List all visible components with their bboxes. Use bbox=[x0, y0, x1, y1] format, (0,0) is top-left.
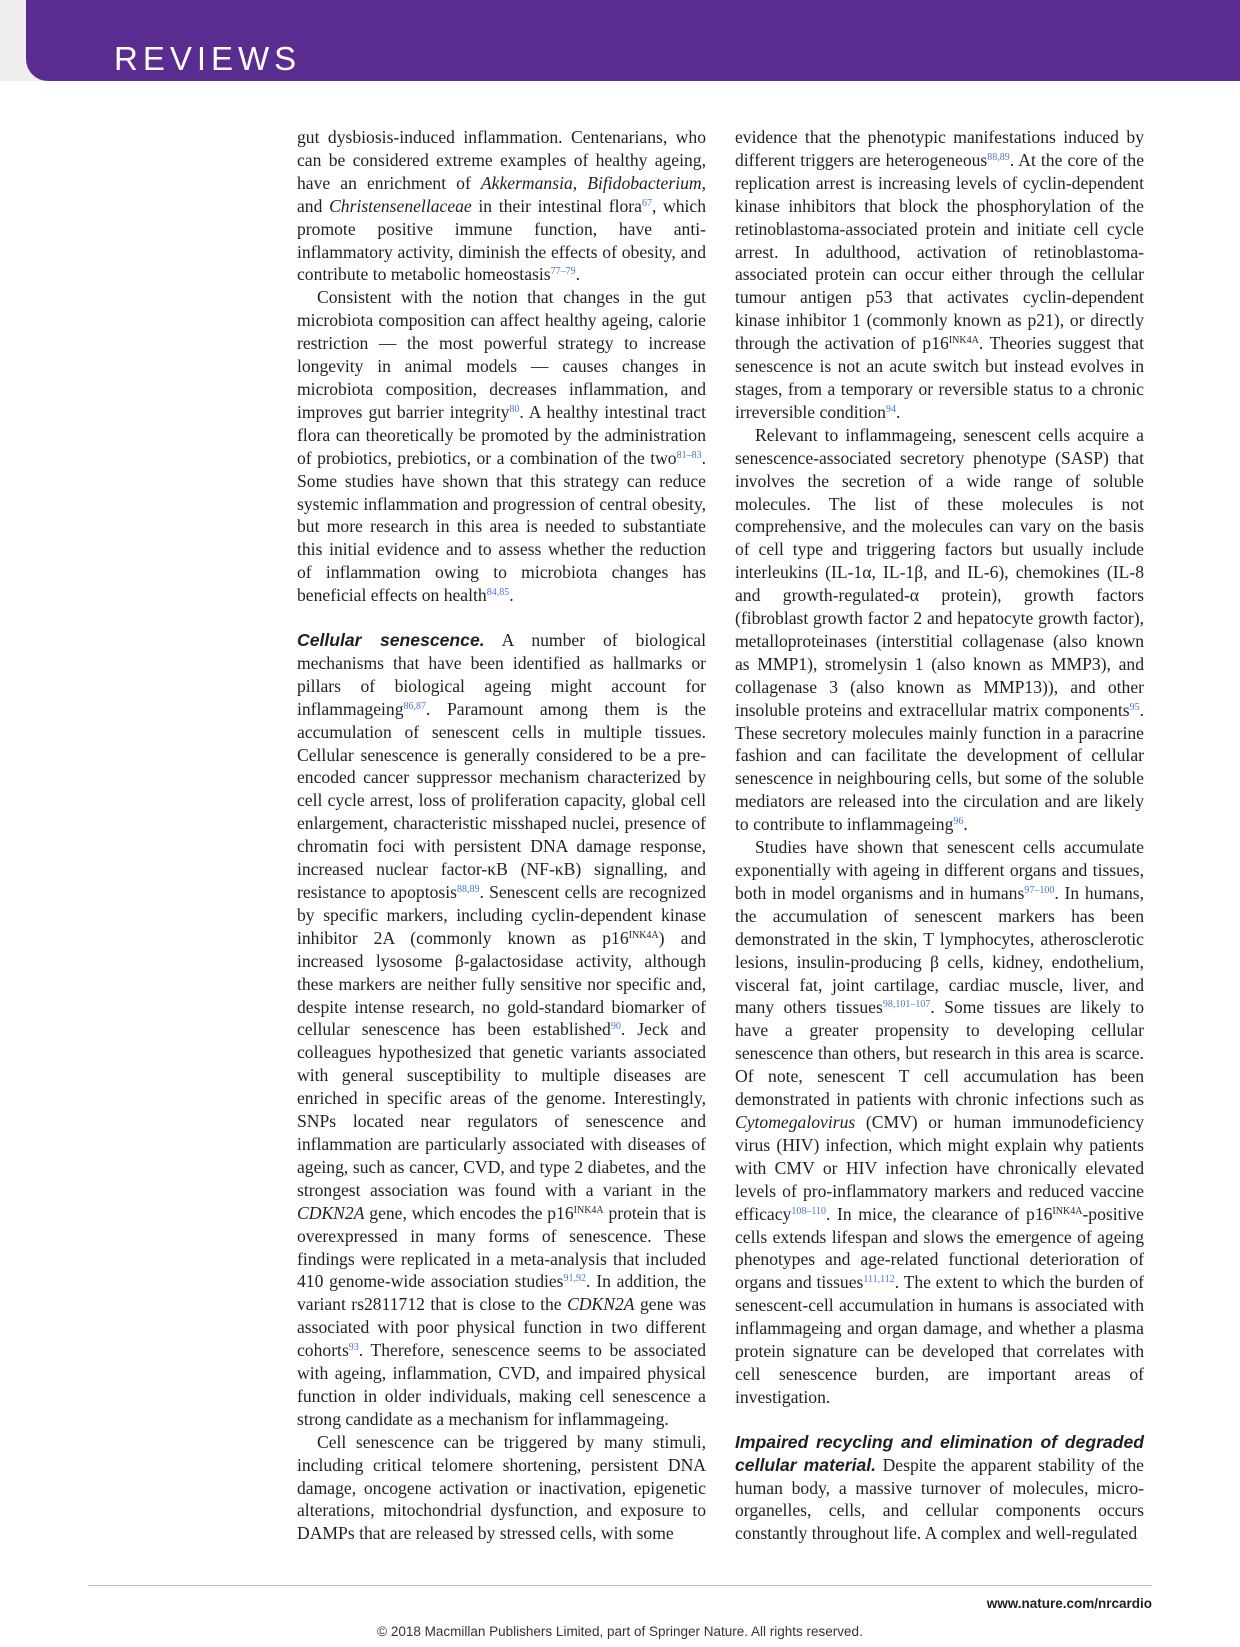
genus-name: Akkermansia bbox=[480, 172, 573, 193]
text: . Therefore, senescence seems to be associated with ageing, inflammation, CVD, and impaired physical function in older individuals, making cell senescence a strong candidate as a mechanism for inflammageing. bbox=[297, 1340, 706, 1429]
reference-link[interactable]: 98,101–107 bbox=[882, 999, 931, 1011]
paragraph bbox=[297, 1431, 706, 1546]
family-name: Christensenellaceae bbox=[329, 195, 472, 216]
reference-link[interactable]: 111,112 bbox=[863, 1274, 895, 1286]
section-heading: Impaired recycling and elimination of degraded cellular material. bbox=[735, 1431, 1144, 1475]
gene-name: CDKN2A bbox=[567, 1294, 635, 1315]
section-title: REVIEWS bbox=[114, 40, 302, 77]
text: . The extent to which the burden of senescent-cell accumulation in humans is associated with inflammageing and organ damage, and whether a plasma protein signature can be developed that correlates with cell senescence burden, are important areas of investigation. bbox=[735, 1272, 1144, 1407]
reference-link[interactable]: 108–110 bbox=[791, 1205, 826, 1217]
text: . Senescent cells are recognized by specific markers, including cyclin-dependent kinase inhibitor 2A (commonly known as p16 bbox=[297, 882, 707, 948]
text: . In humans, the accumulation of senescent markers has been demonstrated in the skin, T lymphocytes, atherosclerotic lesions, insulin-producing β cells, kidney, endothelium, visceral fat, joint cartilage, cardiac muscle, liver, and many others tissues bbox=[735, 882, 1145, 1018]
text: . Some studies have shown that this strategy can reduce systemic inflammation and progression of central obesity, but more research in this area is needed to substantiate this initial evidence and to assess whether the reduction of inflammation owing to microbiota changes has beneficial effects on health bbox=[297, 447, 706, 606]
reference-link[interactable]: 91,92 bbox=[563, 1273, 587, 1285]
text: . Jeck and colleagues hypothesized that genetic variants associated with general susceptibility to multiple diseases are enriched in specific areas of the genome. Interestingly, SNPs located near regulators of senescence and inflammation are particularly associated with diseases of ageing, such as cancer, CVD, and type 2 diabetes, and the strongest association was found with a variant in the bbox=[297, 1019, 706, 1200]
paragraph bbox=[735, 1431, 1144, 1546]
text: , which promote positive immune function, have anti-inflammatory activity, diminish the effects of obesity, and contribute to metabolic homeostasis bbox=[297, 195, 707, 285]
text: . In addition, the variant rs2811712 that is close to the bbox=[297, 1271, 706, 1315]
virus-name: Cytomegalovirus bbox=[735, 1111, 856, 1132]
reference-link[interactable]: 81–83 bbox=[676, 449, 702, 461]
text: , bbox=[572, 172, 588, 193]
text: A number of biological mechanisms that have been identified as hallmarks or pillars of biological ageing might account for inflammageing bbox=[297, 630, 706, 719]
superscript: INK4A bbox=[948, 335, 979, 347]
text: Relevant to inflammageing, senescent cells acquire a senescence-associated secretory phenotype (SASP) that involves the secretion of a wide range of soluble molecules. The list of these molecules is not comprehensive, and the molecules can vary on the basis of cell type and triggering factors but usually include interleukins (IL-1α, IL-1β, and IL-6), chemokines (IL-8 and growth-regulated-α protein), growth factors (fibroblast growth factor 2 and hepatocyte growth factor), metalloproteinases (interstitial collagenase (also known as MMP1), stromelysin 1 (also known as MMP3), and collagenase 3 (also known as MMP13)), and other insoluble proteins and extracellular matrix components bbox=[735, 424, 1144, 720]
gene-name: CDKN2A bbox=[297, 1202, 365, 1223]
text: . At the core of the replication arrest is increasing levels of cyclin-dependent kinase inhibitors that block the phosphorylation of the retinoblastoma-associated protein and initiate cell cycle arrest. In adulthood, activation of retinoblastoma-associated protein can occur either through the cellular tumour antigen p53 that activates cyclin-dependent kinase inhibitor 1 (commonly known as p21), or directly through the activation of p16 bbox=[735, 149, 1144, 354]
superscript: INK4A bbox=[1052, 1205, 1083, 1217]
genus-name: Bifidobacterium bbox=[587, 172, 702, 193]
text: gene was associated with poor physical function in two different cohorts bbox=[297, 1294, 706, 1361]
reference-link[interactable]: 93 bbox=[348, 1342, 359, 1354]
text: gut dysbiosis-induced inflammation. Centenarians, who can be considered extreme examples of healthy ageing, have an enrichment of bbox=[297, 127, 706, 193]
paragraph bbox=[735, 424, 1144, 836]
reference-link[interactable]: 77–79 bbox=[550, 266, 576, 278]
reference-link[interactable]: 84,85 bbox=[486, 587, 510, 599]
left-column bbox=[297, 126, 706, 1545]
text: Consistent with the notion that changes in the gut microbiota composition can affect healthy ageing, calorie restriction — the most powerful strategy to increase longevity in animal models — causes changes in microbiota composition, decreases inflammation, and improves gut barrier integrity bbox=[297, 287, 706, 422]
text: ) and increased lysosome β-galactosidase activity, although these markers are neither fully sensitive nor specific and, despite intense research, no gold-standard biomarker of cellular senescence has been established bbox=[297, 927, 706, 1040]
text: gene, which encodes the p16 bbox=[364, 1202, 574, 1223]
journal-url-link[interactable]: www.nature.com/nrcardio bbox=[986, 1596, 1152, 1611]
reference-link[interactable]: 94 bbox=[885, 403, 896, 415]
paragraph bbox=[735, 836, 1144, 1409]
text: . In mice, the clearance of p16 bbox=[825, 1203, 1053, 1224]
text: . Paramount among them is the accumulation of senescent cells in multiple tissues. Cellular senescence is generally considered to be a pre-encoded cancer suppressor mechanism characterized by cell cycle arrest, loss of proliferation capacity, global cell enlargement, characteristic misshaped nuclei, presence of chromatin foci with persistent DNA damage response, increased nuclear factor-κB (NF-κB) signalling, and resistance to apoptosis bbox=[297, 698, 706, 902]
text: . Some tissues are likely to have a greater propensity to developing cellular senescence than others, but research in this area is scarce. Of note, senescent T cell accumulation has been demonstrated in patients with chronic infections such as bbox=[735, 997, 1144, 1110]
text: . bbox=[895, 401, 901, 422]
paragraph bbox=[297, 126, 706, 286]
reference-link[interactable]: 86,87 bbox=[403, 700, 427, 712]
right-column bbox=[735, 126, 1144, 1545]
superscript: INK4A bbox=[573, 1204, 604, 1216]
paragraph bbox=[297, 629, 706, 1431]
reference-link[interactable]: 95 bbox=[1129, 701, 1140, 713]
reference-link[interactable]: 97–100 bbox=[1024, 884, 1055, 896]
reference-link[interactable]: 90 bbox=[610, 1021, 621, 1033]
text: evidence that the phenotypic manifestations induced by different triggers are heterogeneous bbox=[735, 127, 1144, 170]
text: (CMV) or human immunodeficiency virus (HIV) infection, which might explain why patients with CMV or HIV infection have chronically elevated levels of pro-inflammatory markers and reduced vaccine efficacy bbox=[735, 1111, 1144, 1224]
copyright-notice: © 2018 Macmillan Publishers Limited, part of Springer Nature. All rights reserved. bbox=[377, 1624, 863, 1639]
text: Cell senescence can be triggered by many stimuli, including critical telomere shortening, persistent DNA damage, oncogene activation or inactivation, epigenetic alterations, mitochondrial dysfunction, and exposure to DAMPs that are released by stressed cells, with some bbox=[297, 1431, 706, 1544]
text: . These secretory molecules mainly function in a paracrine fashion and can facilitate the development of cellular senescence in neighbouring cells, but some of the soluble mediators are released into the circulation and are likely to contribute to inflammageing bbox=[735, 699, 1144, 835]
text: . bbox=[963, 814, 968, 835]
text: Studies have shown that senescent cells accumulate exponentially with ageing in different organs and tissues, both in model organisms and in humans bbox=[735, 837, 1144, 903]
footer-divider bbox=[88, 1585, 1152, 1586]
reference-link[interactable]: 80 bbox=[509, 403, 520, 415]
superscript: INK4A bbox=[628, 929, 659, 941]
text: . A healthy intestinal tract flora can theoretically be promoted by the administration of probiotics, prebiotics, or a combination of the two bbox=[297, 401, 706, 468]
text: . Theories suggest that senescence is not an acute switch but instead evolves in stages, from a temporary or reversible status to a chronic irreversible condition bbox=[735, 333, 1144, 422]
text: , and bbox=[297, 172, 706, 216]
text: protein that is overexpressed in many forms of senescence. These findings were replicated in a meta-analysis that included 410 genome-wide association studies bbox=[297, 1202, 706, 1292]
reference-link[interactable]: 96 bbox=[953, 816, 964, 828]
reference-link[interactable]: 88,89 bbox=[987, 151, 1010, 163]
section-header-bar bbox=[26, 0, 1240, 81]
paragraph bbox=[735, 126, 1144, 424]
reference-link[interactable]: 67 bbox=[641, 197, 652, 209]
text: in their intestinal flora bbox=[471, 195, 642, 216]
paragraph bbox=[297, 286, 706, 607]
text: Despite the apparent stability of the human body, a massive turnover of molecules, micro-organelles, cells, and cellular components occurs constantly throughout life. A complex and well-regulated bbox=[735, 1454, 1144, 1544]
text: . bbox=[509, 585, 514, 606]
section-heading: Cellular senescence. bbox=[297, 630, 485, 651]
text: . bbox=[575, 264, 580, 285]
reference-link[interactable]: 88,89 bbox=[456, 884, 480, 895]
text: -positive cells extends lifespan and slows the emergence of ageing phenotypes and age-related functional deterioration of organs and tissues bbox=[735, 1203, 1144, 1293]
